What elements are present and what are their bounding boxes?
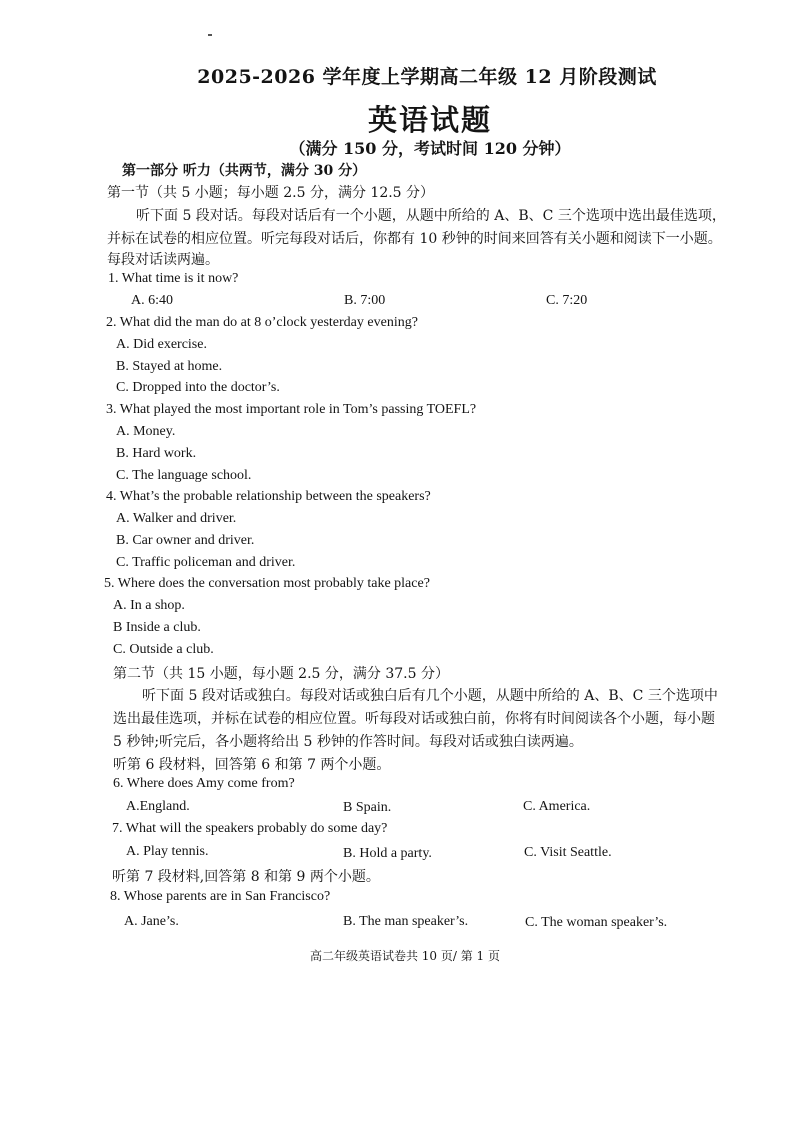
option-b: B. Hold a party. (343, 846, 432, 861)
option-b: B. The man speaker’s. (343, 914, 469, 929)
option-c: C. Outside a club. (113, 642, 214, 657)
part1-title: 第一部分 听力（共两节，满分 30 分） (122, 163, 367, 179)
option-c: C. Traffic policeman and driver. (116, 555, 296, 570)
option-b: B Inside a club. (113, 620, 201, 635)
section1-instruction-line1: 听下面 5 段对话。每段对话后有一个小题，从题中所给的 A、B、C 三个选项中选出最佳选项， (136, 208, 726, 224)
material-7-instruction: 听第 7 段材料,回答第 8 和第 9 两个小题。 (112, 869, 380, 885)
section1-title: 第一节（共 5 小题；每小题 2.5 分，满分 12.5 分） (107, 185, 435, 201)
option-c: C. 7:20 (546, 293, 588, 308)
exam-info: （满分 150 分，考试时间 120 分钟） (289, 139, 571, 158)
option-b: B. Stayed at home. (116, 359, 223, 374)
question-stem: 1. What time is it now? (108, 271, 239, 286)
option-c: C. America. (523, 799, 591, 814)
option-c: C. The language school. (116, 468, 252, 483)
question-stem: 7. What will the speakers probably do some day? (112, 821, 388, 836)
question-stem: 6. Where does Amy come from? (113, 776, 295, 791)
option-c: C. Dropped into the doctor’s. (116, 380, 280, 395)
exam-title: 2025-2026 学年度上学期高二年级 12 月阶段测试 (197, 66, 657, 88)
option-c: C. Visit Seattle. (524, 845, 612, 860)
question-stem: 8. Whose parents are in San Francisco? (110, 889, 331, 904)
option-b: B. Hard work. (116, 446, 197, 461)
scan-mark (208, 34, 212, 36)
question-stem: 4. What’s the probable relationship between the speakers? (106, 489, 431, 504)
option-c: C. The woman speaker’s. (525, 915, 668, 930)
option-a: A. 6:40 (131, 293, 173, 308)
option-a: A. Jane’s. (124, 914, 179, 929)
option-a: A.England. (126, 799, 190, 814)
question-stem: 3. What played the most important role in Tom’s passing TOEFL? (106, 402, 477, 417)
section2-instruction-line1: 听下面 5 段对话或独白。每段对话或独白后有几个小题，从题中所给的 A、B、C 三个选项中 (142, 688, 718, 704)
material-6-instruction: 听第 6 段材料，回答第 6 和第 7 两个小题。 (113, 757, 391, 773)
option-b: B. 7:00 (344, 293, 386, 308)
section2-instruction-line3: 5 秒钟;听完后，各小题将给出 5 秒钟的作答时间。每段对话或独白读两遍。 (113, 734, 583, 750)
option-b: B. Car owner and driver. (116, 533, 255, 548)
subject-title: 英语试题 (367, 103, 492, 137)
question-stem: 5. Where does the conversation most probably take place? (104, 576, 430, 591)
option-a: A. Money. (116, 424, 176, 439)
question-stem: 2. What did the man do at 8 o’clock yesterday evening? (106, 315, 418, 330)
section2-title: 第二节（共 15 小题，每小题 2.5 分，满分 37.5 分） (113, 666, 449, 682)
option-a: A. Walker and driver. (116, 511, 237, 526)
option-b: B Spain. (343, 800, 392, 815)
page-footer: 高二年级英语试卷共 10 页/ 第 1 页 (309, 949, 501, 963)
option-a: A. Did exercise. (116, 337, 207, 352)
option-a: A. Play tennis. (126, 844, 209, 859)
option-a: A. In a shop. (113, 598, 185, 613)
section1-instruction-line2: 并标在试卷的相应位置。听完每段对话后，你都有 10 秒钟的时间来回答有关小题和阅读下一小题。 (107, 231, 722, 247)
section2-instruction-line2: 选出最佳选项，并标在试卷的相应位置。听每段对话或独白前，你将有时间阅读各个小题，每小题 (113, 711, 715, 727)
section1-instruction-line3: 每段对话读两遍。 (107, 252, 219, 268)
